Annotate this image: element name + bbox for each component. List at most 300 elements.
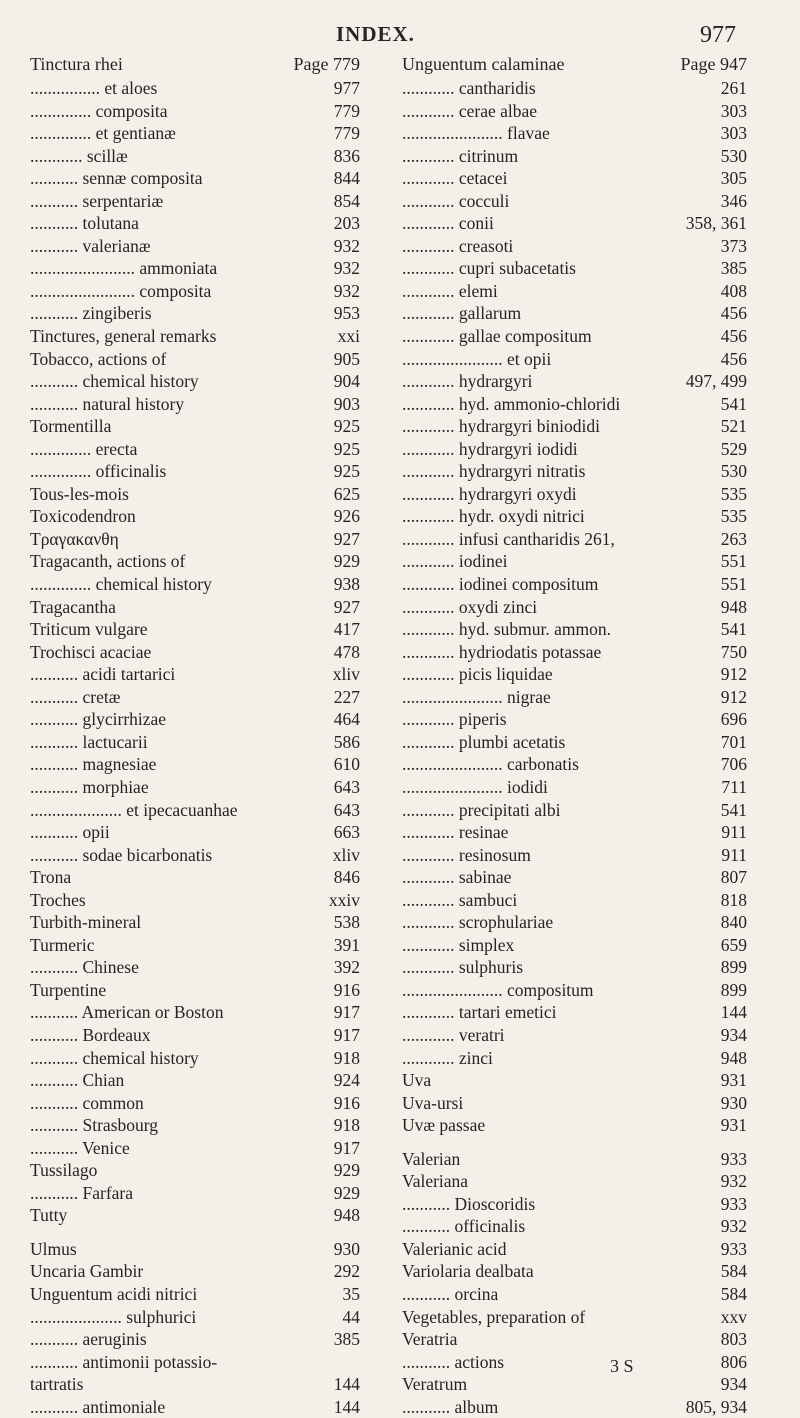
index-entry-page: 918 [333,1047,360,1068]
index-entry [402,1170,747,1193]
index-entry-term: ........... officinalis [402,1216,526,1237]
index-entry-term: ............ iodinei [402,551,508,572]
index-entry-term: ............ sulphuris [402,957,524,978]
index-entry-page: 917 [333,1137,360,1158]
index-entry [30,212,360,235]
index-entry-term: ............ cerae albae [402,100,538,121]
index-entry-page: 530 [720,461,747,482]
index-entry [30,1260,360,1283]
index-entry-term: ........... tolutana [30,213,139,234]
index-entry-page: 711 [721,776,747,797]
index-entry-page: 929 [333,1160,360,1181]
index-entry-term: ........... Strasbourg [30,1115,159,1136]
index-entry-page: 584 [720,1283,747,1304]
index-entry-term: ............ cantharidis [402,78,536,98]
index-entry [30,235,360,258]
index-entry-page: 932 [333,280,360,301]
index-entry [30,77,360,100]
index-entry-term: ............ oxydi zinci [402,596,538,617]
index-entry-page: 538 [333,912,360,933]
index-entry [402,1238,747,1261]
index-entry-page: 932 [333,258,360,279]
index-entry-page: 927 [333,596,360,617]
index-entry [30,753,360,776]
index-entry-page: 464 [333,709,360,730]
index-entry-term: ........... cretæ [30,686,121,707]
index-entry-term: Toxicodendron [30,506,136,527]
left-column-head [30,54,360,74]
index-entry [30,1024,360,1047]
index-entry-page: 456 [720,326,747,347]
index-entry-term: .............. erecta [30,438,138,459]
index-entry-page: 643 [333,799,360,820]
index-entry-term: ............ plumbi acetatis [402,731,566,752]
index-entry-page: 44 [342,1306,360,1327]
index-entry [30,1182,360,1205]
index-entry-term: ............ hydrargyri [402,371,533,392]
index-entry [30,393,360,416]
index-entry [30,821,360,844]
index-entry-page: 144 [720,1002,747,1023]
index-entry [402,460,747,483]
index-entry-page: 912 [720,664,747,685]
index-entry-page: 144 [333,1396,360,1417]
index-entry-term: ............ hyd. submur. ammon. [402,619,612,640]
index-entry-page: 905 [333,348,360,369]
index-entry-term: ............ hyd. ammonio-chloridi [402,393,621,414]
index-entry-page: 953 [333,303,360,324]
index-entry-page: 932 [720,1171,747,1192]
index-entry [30,167,360,190]
index-entry-page: 663 [333,822,360,843]
index-entry [402,573,747,596]
index-entry [402,753,747,776]
index-entry-page: 535 [720,483,747,504]
index-entry [402,799,747,822]
index-entry-page: 918 [333,1115,360,1136]
index-entry-term: ........... antimonii potassio- [30,1351,218,1372]
index-entry [402,1260,747,1283]
page-header [0,22,800,56]
index-entry-term: ................ et aloes [30,78,158,98]
index-entry-term: ............ infusi cantharidis 261, [402,528,615,549]
index-entry-term: Ulmus [30,1238,77,1259]
index-entry [30,483,360,506]
index-entry-page: 807 [720,867,747,888]
index-entry [402,77,747,100]
index-entry [30,528,360,551]
index-entry-page: 584 [720,1261,747,1282]
index-entry-term: ............ hydrargyri nitratis [402,461,586,482]
index-entry [402,889,747,912]
index-entry-term: Triticum vulgare [30,619,148,640]
index-entry [30,663,360,686]
index-entry [402,1351,747,1374]
index-entry [30,122,360,145]
index-entry-page: 948 [333,1205,360,1226]
index-entry-page: 303 [720,123,747,144]
index-entry [30,1328,360,1351]
index-entry-term: ........... Venice [30,1137,130,1158]
index-entry [402,550,747,573]
index-entry [30,731,360,754]
index-entry [30,100,360,123]
index-entry-term: ............ resinae [402,822,509,843]
index-entry-page: 925 [333,438,360,459]
index-entry [30,866,360,889]
index-entry-page: 643 [333,776,360,797]
index-entry-page: 931 [720,1115,747,1136]
index-entry [30,979,360,1002]
index-entry [402,1092,747,1115]
index-entry-term: Tous-les-mois [30,483,129,504]
index-entry-page: 586 [333,731,360,752]
index-entry-term: Veratrum [402,1374,468,1395]
index-entry-page: 916 [333,979,360,1000]
index-entry [402,1047,747,1070]
index-entry-page: 392 [333,957,360,978]
index-entry [402,167,747,190]
index-entry-page: 625 [333,483,360,504]
index-entry-page: 836 [333,145,360,166]
index-entry [30,348,360,371]
index-entry-page: 203 [333,213,360,234]
index-entry-term: ............ veratri [402,1024,505,1045]
index-entry [30,257,360,280]
index-entry-term: ............ gallarum [402,303,522,324]
index-entry-term: Variolaria dealbata [402,1261,534,1282]
index-entry-page: 927 [333,528,360,549]
index-entry-page: 779 [333,123,360,144]
index-entry-term: ............ hydrargyri biniodidi [402,416,600,437]
index-entry-term: .............. composita [30,100,168,121]
index-entry-term: ............ scrophulariae [402,912,554,933]
right-column [402,54,747,1418]
index-entry-page: 903 [333,393,360,414]
index-entry-page: 931 [720,1070,747,1091]
index-entry [30,934,360,957]
index-entry [402,122,747,145]
index-entry [30,1396,360,1418]
index-entry-page: 934 [720,1374,747,1395]
index-entry-term: ........... common [30,1092,144,1113]
index-entry-page: 934 [720,1024,747,1045]
index-entry-page: 303 [720,100,747,121]
index-entry [30,618,360,641]
index-entry-page: 938 [333,574,360,595]
index-entry-term: ........... Dioscoridis [402,1193,536,1214]
index-entry-page: 385 [333,1329,360,1350]
index-entry-page: 899 [720,979,747,1000]
index-entry-page: 292 [333,1261,360,1282]
index-entry-page: 933 [720,1193,747,1214]
index-entry-term: ....................... carbonatis [402,754,579,775]
index-entry [30,1114,360,1137]
index-entry-term: ........... sodae bicarbonatis [30,844,213,865]
index-entry [402,663,747,686]
index-entry [402,212,747,235]
index-entry [30,1204,360,1227]
index-entry-term: ........... Chian [30,1070,125,1091]
index-entry-term: Tussilago [30,1160,98,1181]
index-entry [402,393,747,416]
index-entry-term: Tinctures, general remarks [30,326,217,347]
index-entry-page: 899 [720,957,747,978]
index-entry-term: ............ resinosum [402,844,531,865]
index-entry-page: 706 [720,754,747,775]
index-entry-term: ............ picis liquidae [402,664,553,685]
index-entry-page: 779 [333,100,360,121]
index-entry-page: xxiv [328,889,360,910]
index-entry-page: 541 [720,393,747,414]
index-entry-term: Turpentine [30,979,107,1000]
index-entry-term: ........... glycirrhizae [30,709,167,730]
right-entry-list [402,77,747,1418]
index-entry-term: ............ elemi [402,280,498,301]
index-entry-term: ............ simplex [402,934,515,955]
index-entry [30,573,360,596]
index-entry [30,1351,360,1374]
index-entry [30,956,360,979]
index-entry [402,776,747,799]
index-entry-page: 610 [333,754,360,775]
index-entry-page: 977 [333,78,360,98]
index-entry-term: Veratria [402,1329,458,1350]
index-entry-page: 818 [720,889,747,910]
index-entry [30,438,360,461]
index-entry-term: ............ hydriodatis potassae [402,641,602,662]
index-entry [402,505,747,528]
index-entry [30,280,360,303]
index-entry-term: Uva-ursi [402,1092,464,1113]
index-entry-page: 929 [333,551,360,572]
index-entry [402,1193,747,1216]
index-entry [402,325,747,348]
index-entry-term: ............ hydrargyri oxydi [402,483,577,504]
index-entry [402,911,747,934]
index-entry-term: ........... antimoniale [30,1396,166,1417]
index-entry-term: ........... valerianæ [30,235,151,256]
index-entry-page: 933 [720,1148,747,1169]
index-entry [402,1069,747,1092]
index-entry-page: 385 [720,258,747,279]
index-entry-page: 917 [333,1024,360,1045]
index-entry-page: 924 [333,1070,360,1091]
index-entry [402,1215,747,1238]
index-entry [30,1283,360,1306]
index-entry [402,528,747,551]
index-entry-term: ........... chemical history [30,371,199,392]
index-entry-page: 930 [720,1092,747,1113]
index-entry-page: xliv [332,664,360,685]
index-entry-page: 541 [720,619,747,640]
index-entry [30,1238,360,1261]
index-entry-term: .............. officinalis [30,461,167,482]
index-entry [402,1001,747,1024]
index-entry-page: 925 [333,461,360,482]
index-entry-term: ............ citrinum [402,145,519,166]
left-entry-list [30,77,360,1418]
index-entry-term: ........... morphiae [30,776,149,797]
index-entry-term: Trona [30,867,72,888]
index-entry [402,257,747,280]
left-head-term: Tinctura rhei [30,54,123,74]
index-entry-page: 456 [720,303,747,324]
index-entry-page: 530 [720,145,747,166]
index-entry-term: ........... lactucarii [30,731,148,752]
index-entry-page: 263 [720,528,747,549]
index-entry-term: ............ sabinae [402,867,512,888]
index-entry [402,1137,747,1148]
index-entry-term: ........... acidi tartarici [30,664,176,685]
index-entry-page: 417 [333,619,360,640]
index-entry [402,979,747,1002]
index-entry-term: ........... orcina [402,1283,499,1304]
signature-mark: 3 S [610,1356,634,1376]
index-entry-term: ............ precipitati albi [402,799,561,820]
index-entry [402,415,747,438]
index-entry-term: ........................ composita [30,280,212,301]
index-entry [30,1306,360,1329]
index-entry [402,641,747,664]
index-entry-term: ............ sambuci [402,889,518,910]
index-entry-term: ............ hydr. oxydi nitrici [402,506,585,527]
index-entry [30,145,360,168]
index-entry [30,1373,360,1396]
index-entry [402,235,747,258]
index-entry [402,686,747,709]
page-number: 977 [700,22,736,48]
index-entry-page: 701 [720,731,747,752]
index-entry-term: ....................... nigrae [402,686,551,707]
index-entry-page: 497, 499 [685,371,747,392]
index-entry-term: ............ conii [402,213,494,234]
index-entry [30,1069,360,1092]
index-entry [30,460,360,483]
index-entry [30,911,360,934]
index-entry-page: 932 [333,235,360,256]
right-column-head [402,54,747,74]
index-entry-page: 551 [720,551,747,572]
index-entry-term: ............ zinci [402,1047,493,1068]
index-entry-term: ....................... iodidi [402,776,548,797]
index-entry-term: Uva [402,1070,432,1091]
index-entry [402,1114,747,1137]
index-entry-term: ........... natural history [30,393,185,414]
index-entry-page: 916 [333,1092,360,1113]
index-entry-page: 948 [720,596,747,617]
index-entry [402,483,747,506]
index-entry-term: Valerian [402,1148,461,1169]
index-entry [402,190,747,213]
index-entry [402,348,747,371]
left-column [30,54,360,1418]
index-entry-page: 930 [333,1238,360,1259]
index-entry-term: ............ tartari emetici [402,1002,557,1023]
page-title: INDEX. [336,22,415,46]
index-entry-page: 346 [720,190,747,211]
index-entry-page: 659 [720,934,747,955]
index-entry-page: 358, 361 [685,213,747,234]
index-entry [402,934,747,957]
index-entry-term: ............ cocculi [402,190,510,211]
index-entry [30,686,360,709]
index-entry [30,641,360,664]
index-entry [402,1024,747,1047]
index-entry-page: 932 [720,1216,747,1237]
index-entry-page: 803 [720,1329,747,1350]
index-entry-term: ........... Farfara [30,1182,134,1203]
index-entry [30,415,360,438]
index-entry-term: Tragacanth, actions of [30,551,186,572]
index-entry [30,190,360,213]
index-entry-page: 535 [720,506,747,527]
right-head-term: Unguentum calaminae [402,54,565,74]
index-entry-term: ........... zingiberis [30,303,152,324]
index-entry-term: .............. chemical history [30,574,212,595]
right-head-page: Page 947 [680,54,747,74]
index-entry-term: ............ hydrargyri iodidi [402,438,578,459]
index-entry-page: 478 [333,641,360,662]
index-entry [30,302,360,325]
index-entry-term: tartratis [30,1374,84,1395]
index-entry [30,799,360,822]
index-entry-page: 551 [720,574,747,595]
index-entry-term: ........... serpentariæ [30,190,164,211]
index-entry-term: Valerianic acid [402,1238,507,1259]
index-entry [402,1396,747,1418]
index-entry [402,280,747,303]
index-entry [30,844,360,867]
index-entry-term: ............ cetacei [402,168,508,189]
index-entry [402,1283,747,1306]
index-entry [402,145,747,168]
index-entry-page: 911 [721,822,747,843]
index-entry [402,302,747,325]
index-entry [402,866,747,889]
index-entry-term: ........... Chinese [30,957,139,978]
index-entry-page: 144 [333,1374,360,1395]
index-entry-term: Tormentilla [30,416,112,437]
index-entry [30,505,360,528]
index-entry-term: ............ iodinei compositum [402,574,599,595]
index-entry [30,596,360,619]
index-entry-term: ........... chemical history [30,1047,199,1068]
index-entry-term: ........... aeruginis [30,1329,147,1350]
index-entry-term: ............ creasoti [402,235,514,256]
index-entry-page: 840 [720,912,747,933]
index-entry-page: 541 [720,799,747,820]
index-entry [402,1328,747,1351]
index-entry-term: Uvæ passae [402,1115,486,1136]
index-entry-page: 227 [333,686,360,707]
index-entry [30,1159,360,1182]
index-entry [402,821,747,844]
index-entry-page: 925 [333,416,360,437]
index-entry [30,370,360,393]
index-entry-page: 846 [333,867,360,888]
index-entry [402,618,747,641]
index-entry-page: 456 [720,348,747,369]
index-entry-page: 854 [333,190,360,211]
index-entry-page: 844 [333,168,360,189]
index-entry [402,596,747,619]
index-entry-page: 911 [721,844,747,865]
index-entry-term: Unguentum acidi nitrici [30,1283,198,1304]
index-entry-term: Trochisci acaciae [30,641,152,662]
index-entry-term: Tragacantha [30,596,116,617]
index-entry [402,100,747,123]
